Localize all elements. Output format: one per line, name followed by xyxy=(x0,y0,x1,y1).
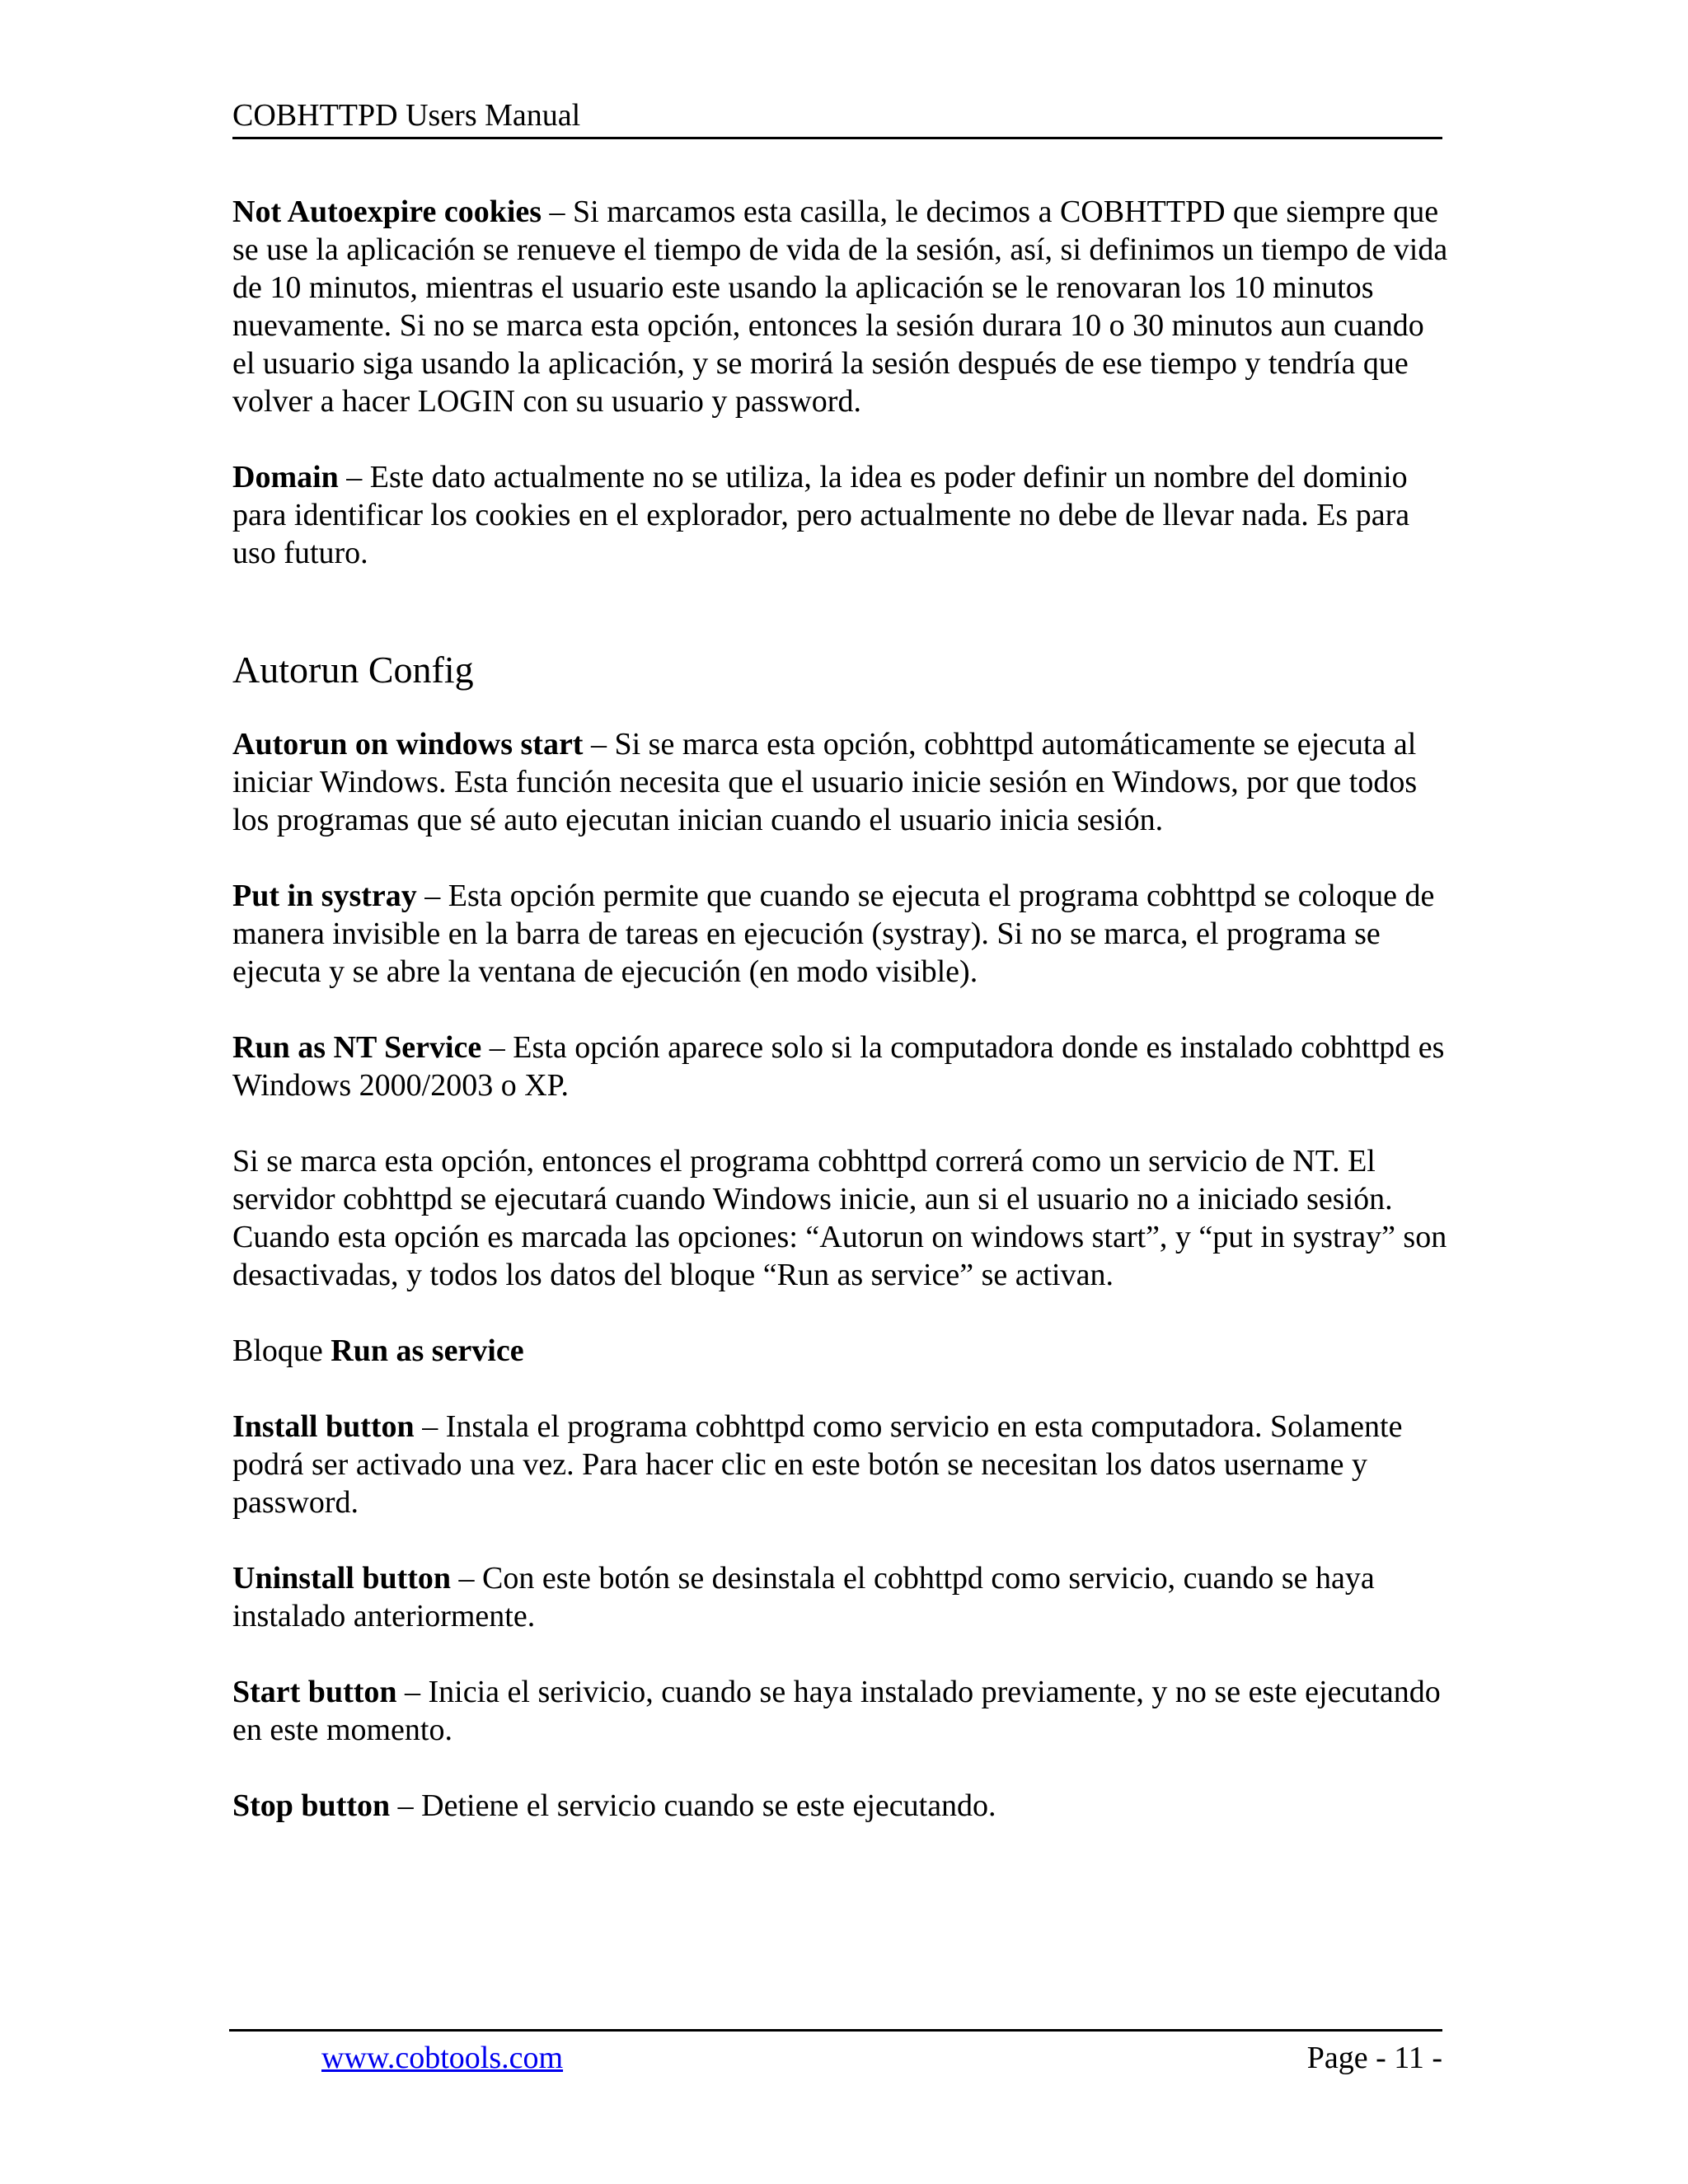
term-uninstall-button: Uninstall button xyxy=(232,1561,452,1596)
footer-website-link[interactable]: www.cobtools.com xyxy=(321,2041,564,2075)
paragraph-put-in-systray xyxy=(232,877,1448,991)
description-stop-button: – Detiene el servicio cuando se este ejecutando. xyxy=(390,1788,996,1823)
paragraph-not-autoexpire-cookies xyxy=(232,193,1448,420)
description-run-as-nt-service: – Esta opción aparece solo si la computadora donde es instalado cobhttpd es Windows 2000/2003 o XP. xyxy=(232,1030,1445,1103)
description-install-button: – Instala el programa cobhttpd como servicio en esta computadora. Solamente podrá ser activado una vez. Para hacer clic en este botón se necesitan los datos username y password. xyxy=(232,1409,1403,1520)
description-uninstall-button: – Con este botón se desinstala el cobhttpd como servicio, cuando se haya instalado anteriormente. xyxy=(232,1561,1375,1633)
paragraph-run-as-nt-service xyxy=(232,1029,1448,1104)
term-not-autoexpire-cookies: Not Autoexpire cookies xyxy=(232,194,542,229)
term-autorun-on-windows-start: Autorun on windows start xyxy=(232,727,584,762)
term-install-button: Install button xyxy=(232,1409,415,1444)
page-body xyxy=(232,193,1448,1863)
description-autorun-on-windows-start: – Si se marca esta opción, cobhttpd automáticamente se ejecuta al iniciar Windows. Esta función necesita que el usuario inicie sesión en Windows, por que todos los programas que sé auto ejecutan inician cuando el usuario inicia sesión. xyxy=(232,727,1418,837)
paragraph-start-button xyxy=(232,1673,1448,1749)
description-put-in-systray: – Esta opción permite que cuando se ejecuta el programa cobhttpd se coloque de manera invisible en la barra de tareas en ejecución (systray). Si no se marca, el programa se ejecuta y se abre la ventana de ejecución (en modo visible). xyxy=(232,879,1435,989)
paragraph-install-button xyxy=(232,1408,1448,1521)
term-run-as-nt-service: Run as NT Service xyxy=(232,1030,482,1065)
page-number: Page - 11 - xyxy=(1306,2041,1442,2075)
description-start-button: – Inicia el serivicio, cuando se haya instalado previamente, y no se este ejecutando en este momento. xyxy=(232,1675,1441,1747)
paragraph-nt-service-detail: Si se marca esta opción, entonces el programa cobhttpd correrá como un servicio de NT. El servidor cobhttpd se ejecutará cuando Windows inicie, aun si el usuario no a iniciado sesión. Cuando esta opción es marcada las opciones: “Autorun on windows start”, y “put in systray” son desactivadas, y todos los datos del bloque “Run as service” se activan. xyxy=(232,1144,1447,1292)
term-put-in-systray: Put in systray xyxy=(232,879,417,913)
term-start-button: Start button xyxy=(232,1675,397,1709)
paragraph-uninstall-button xyxy=(232,1559,1448,1635)
term-domain: Domain xyxy=(232,460,339,494)
paragraph-autorun-on-windows-start xyxy=(232,725,1448,839)
term-stop-button: Stop button xyxy=(232,1788,391,1823)
description-domain: – Este dato actualmente no se utiliza, la idea es poder definir un nombre del dominio para identificar los cookies en el explorador, pero actualmente no debe de llevar nada. Es para uso futuro. xyxy=(232,460,1410,570)
document-title: COBHTTPD Users Manual xyxy=(232,98,581,133)
page-footer xyxy=(229,2029,1442,2083)
paragraph-domain xyxy=(232,458,1448,572)
description-not-autoexpire-cookies: – Si marcamos esta casilla, le decimos a COBHTTPD que siempre que se use la aplicación se renueve el tiempo de vida de la sesión, así, si definimos un tiempo de vida de 10 minutos, mientras el usuario este usando la aplicación se le renovaran los 10 minutos nuevamente. Si no se marca esta opción, entonces la sesión durara 10 o 30 minutos aun cuando el usuario siga usando la aplicación, y se morirá la sesión después de ese tiempo y tendría que volver a hacer LOGIN con su usuario y password. xyxy=(232,194,1448,419)
term-run-as-service: Run as service xyxy=(331,1333,524,1368)
page-header xyxy=(232,94,1442,139)
paragraph-bloque-run-as-service xyxy=(232,1332,1448,1370)
paragraph-stop-button xyxy=(232,1787,1448,1825)
bloque-prefix: Bloque xyxy=(232,1333,331,1368)
section-heading-autorun-config: Autorun Config xyxy=(232,649,474,691)
